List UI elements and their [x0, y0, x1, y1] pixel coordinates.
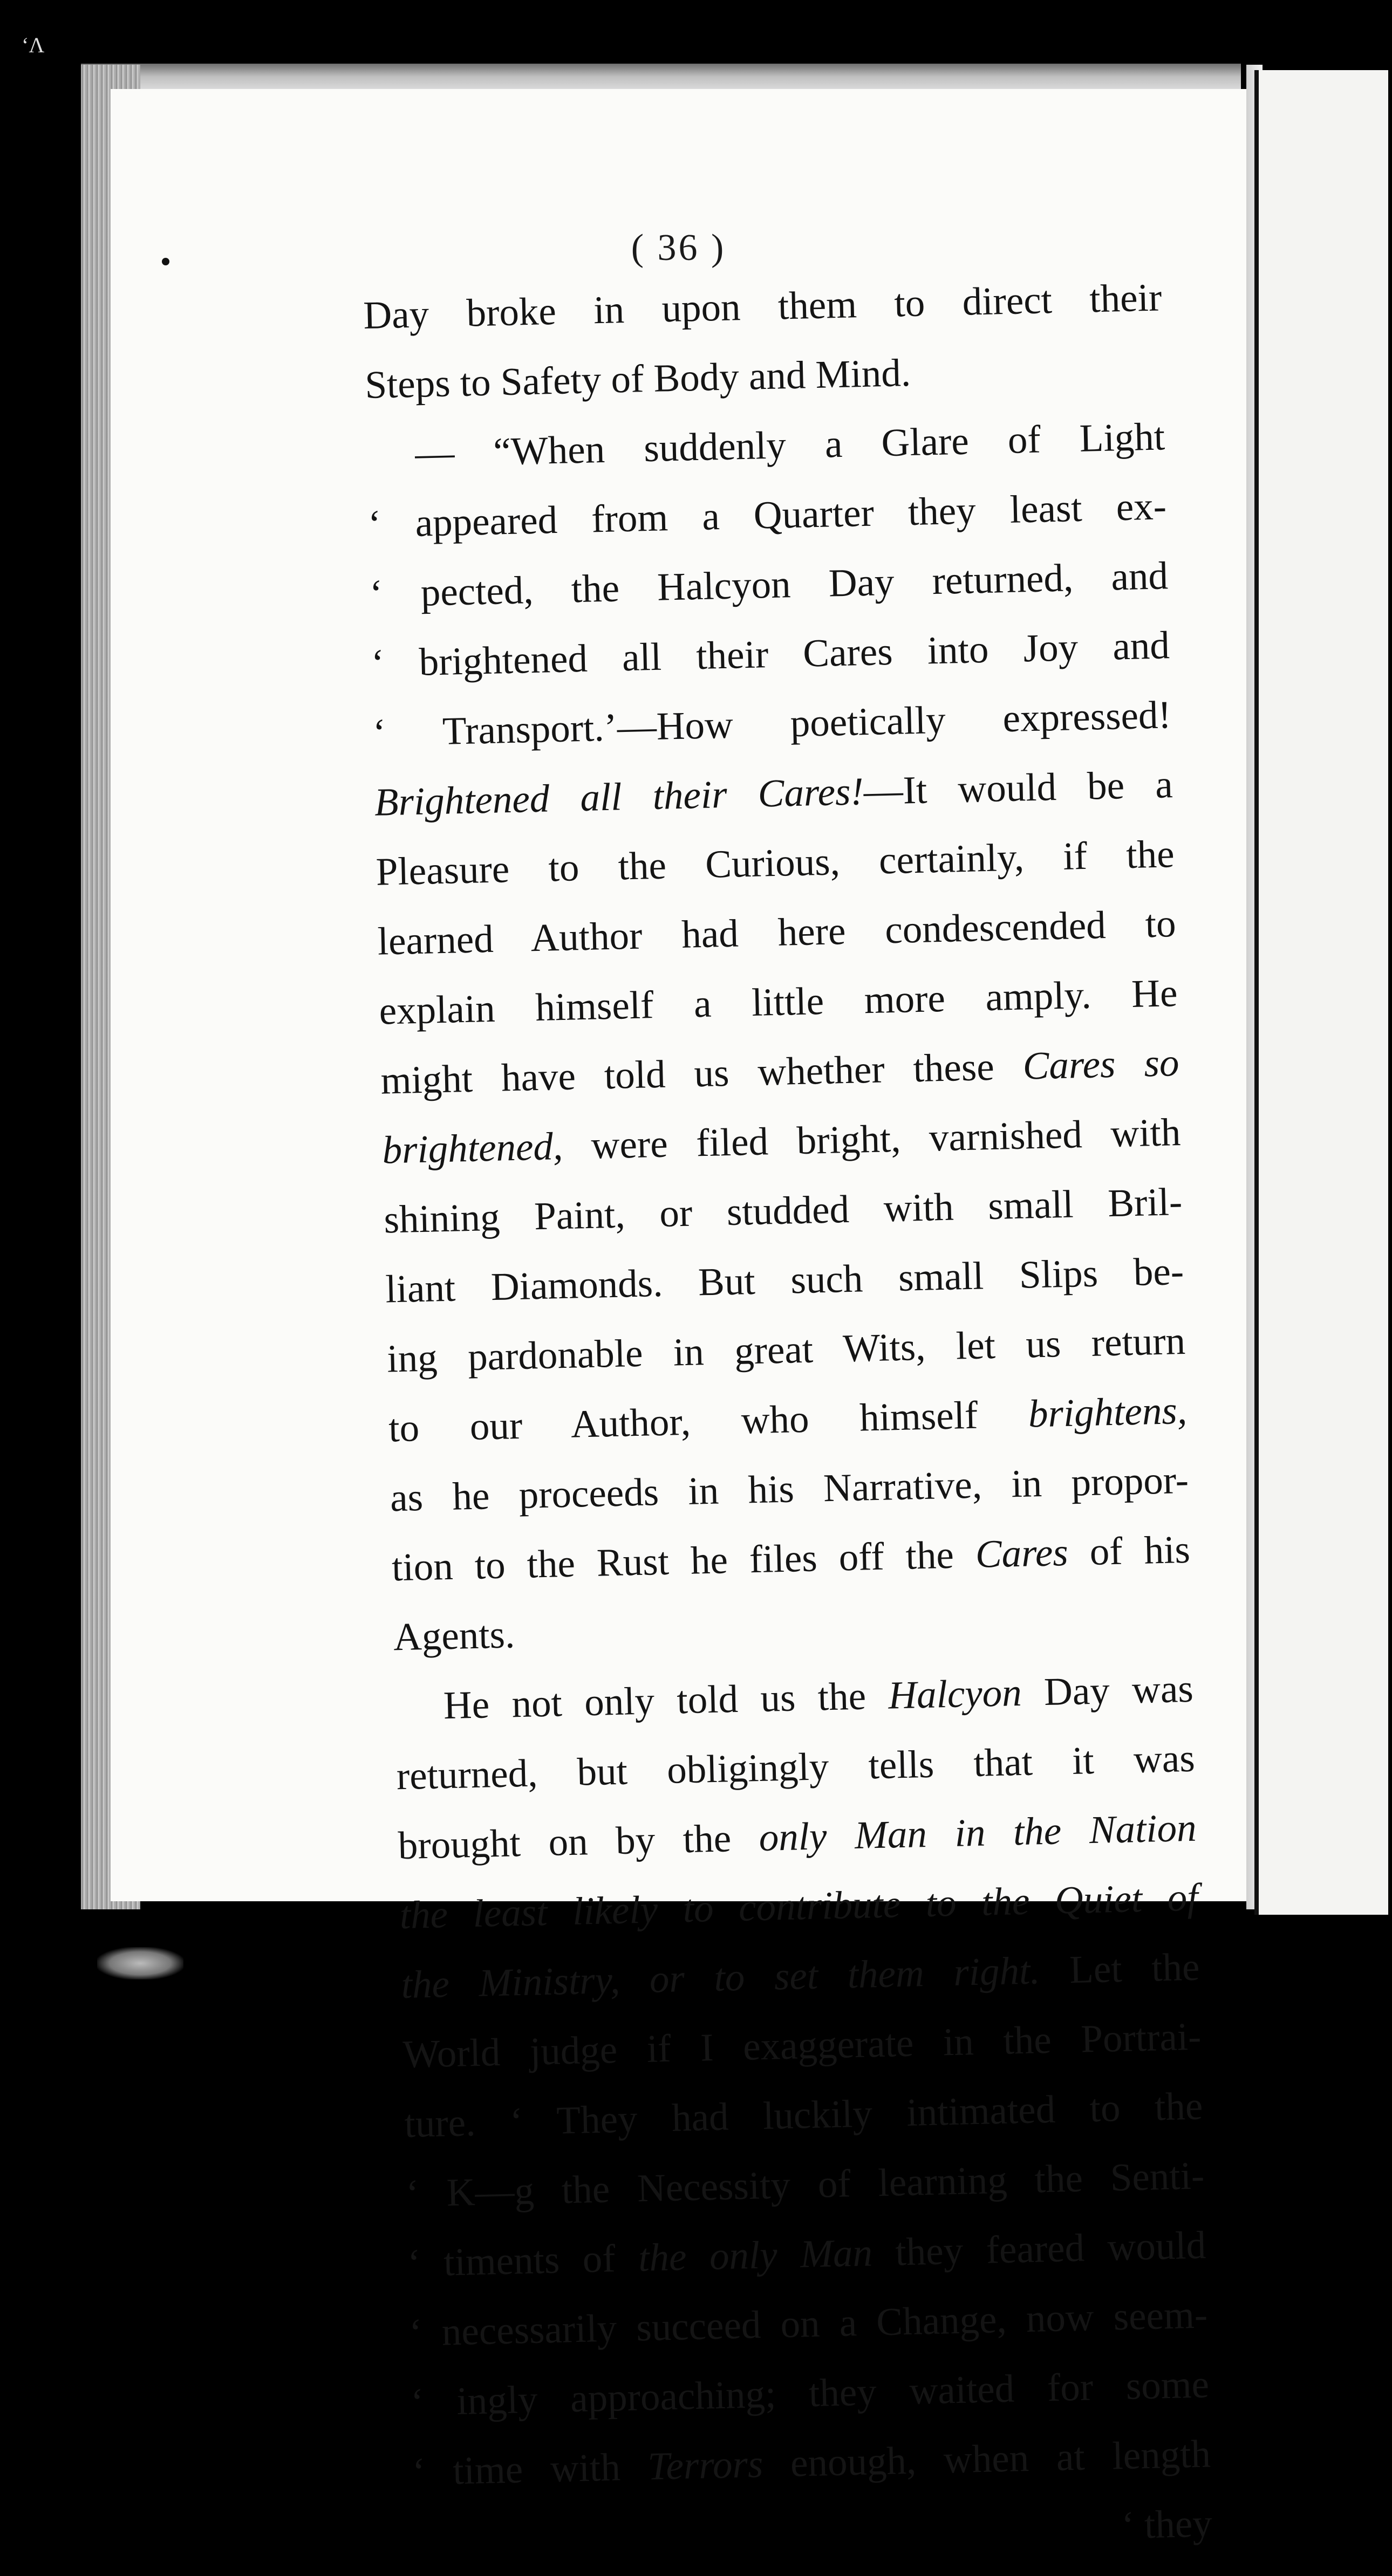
text-segment: ‘ K—g the Necessity of learning the Senti-	[405, 2153, 1205, 2216]
text-segment: shining Paint, or studded with small Bril-	[383, 1179, 1183, 1242]
text-segment: explain himself a little more amply. He	[378, 971, 1178, 1033]
italic-text-segment: the Ministry, or to set them right.	[400, 1948, 1041, 2007]
text-segment: brought on by the	[397, 1815, 760, 1868]
text-segment: they feared would	[871, 2223, 1206, 2274]
italic-text-segment: the only Man	[638, 2230, 873, 2280]
text-segment: ‘ brightened all their Cares into Joy and	[371, 623, 1170, 685]
text-segment: of his	[1067, 1527, 1191, 1574]
page-number: ( 36 )	[631, 227, 726, 269]
text-segment: World judge if I exaggerate in the Portrai-	[402, 2014, 1202, 2077]
text-segment: liant Diamonds. But such small Slips be-	[385, 1249, 1184, 1311]
text-segment: ‘ pected, the Halcyon Day returned, and	[369, 553, 1169, 615]
text-segment: ing pardonable in great Wits, let us return	[386, 1318, 1186, 1381]
italic-text-segment: Brightened all their Cares!	[374, 769, 864, 824]
text-segment: Pleasure to the Curious, certainly, if the	[375, 832, 1175, 894]
text-segment: to our Author, who himself	[388, 1392, 1029, 1450]
text-segment: — “When suddenly a Glare of Light	[414, 414, 1165, 475]
text-segment: ‘ time with	[412, 2444, 649, 2493]
text-segment: ‘ necessarily succeed on a Change, now seem-	[408, 2292, 1208, 2355]
text-segment: ‘ Transport.’—How poetically expressed!	[372, 693, 1172, 755]
text-segment: ‘ appeared from a Quarter they least ex-	[367, 484, 1167, 546]
italic-text-segment: Cares	[974, 1530, 1069, 1576]
text-segment: —It would be a	[863, 762, 1173, 813]
corner-smudge	[97, 1947, 183, 1979]
italic-text-segment: brightened,	[381, 1124, 563, 1172]
italic-text-segment: only Man in the Nation	[758, 1805, 1197, 1860]
text-segment: Day broke in upon them to direct their	[363, 275, 1163, 337]
body-text	[363, 262, 1213, 2575]
text-segment: might have told us whether these	[380, 1044, 1023, 1102]
italic-text-segment: Halcyon	[888, 1670, 1022, 1717]
text-segment: ‘ timents of	[407, 2236, 639, 2285]
text-segment: as he proceeds in his Narrative, in propor-	[390, 1457, 1189, 1520]
italic-text-segment: brightens,	[1028, 1388, 1188, 1436]
corner-mark: ʻɅ	[22, 33, 45, 57]
text-segment: Day was	[1021, 1666, 1194, 1714]
facing-page-edge	[1254, 70, 1388, 1915]
text-segment: He not only told us the	[443, 1673, 889, 1728]
italic-text-segment: Terrors	[647, 2442, 764, 2489]
text-segment: returned, but obligingly tells that it was	[396, 1736, 1196, 1798]
text-segment: Agents.	[393, 1612, 515, 1659]
text-segment: ture. ‘ They had luckily intimated to the	[404, 2084, 1204, 2146]
text-segment: were filed bright, varnished with	[562, 1110, 1182, 1168]
text-segment: Steps to Safety of Body and Mind.	[364, 351, 911, 407]
text-segment: enough, when at length	[762, 2431, 1211, 2486]
text-segment: ‘ ingly approaching; they waited for some	[410, 2362, 1210, 2424]
text-segment: tion to the Rust he files off the	[391, 1532, 976, 1590]
text-segment: learned Author had here condescended to	[377, 901, 1177, 963]
italic-text-segment: Cares so	[1022, 1040, 1180, 1088]
text-segment: Let the	[1039, 1944, 1200, 1992]
text-segment: ‘ they	[1121, 2501, 1213, 2547]
italic-text-segment: the least likely to contribute to the Quiet of	[399, 1875, 1199, 1937]
